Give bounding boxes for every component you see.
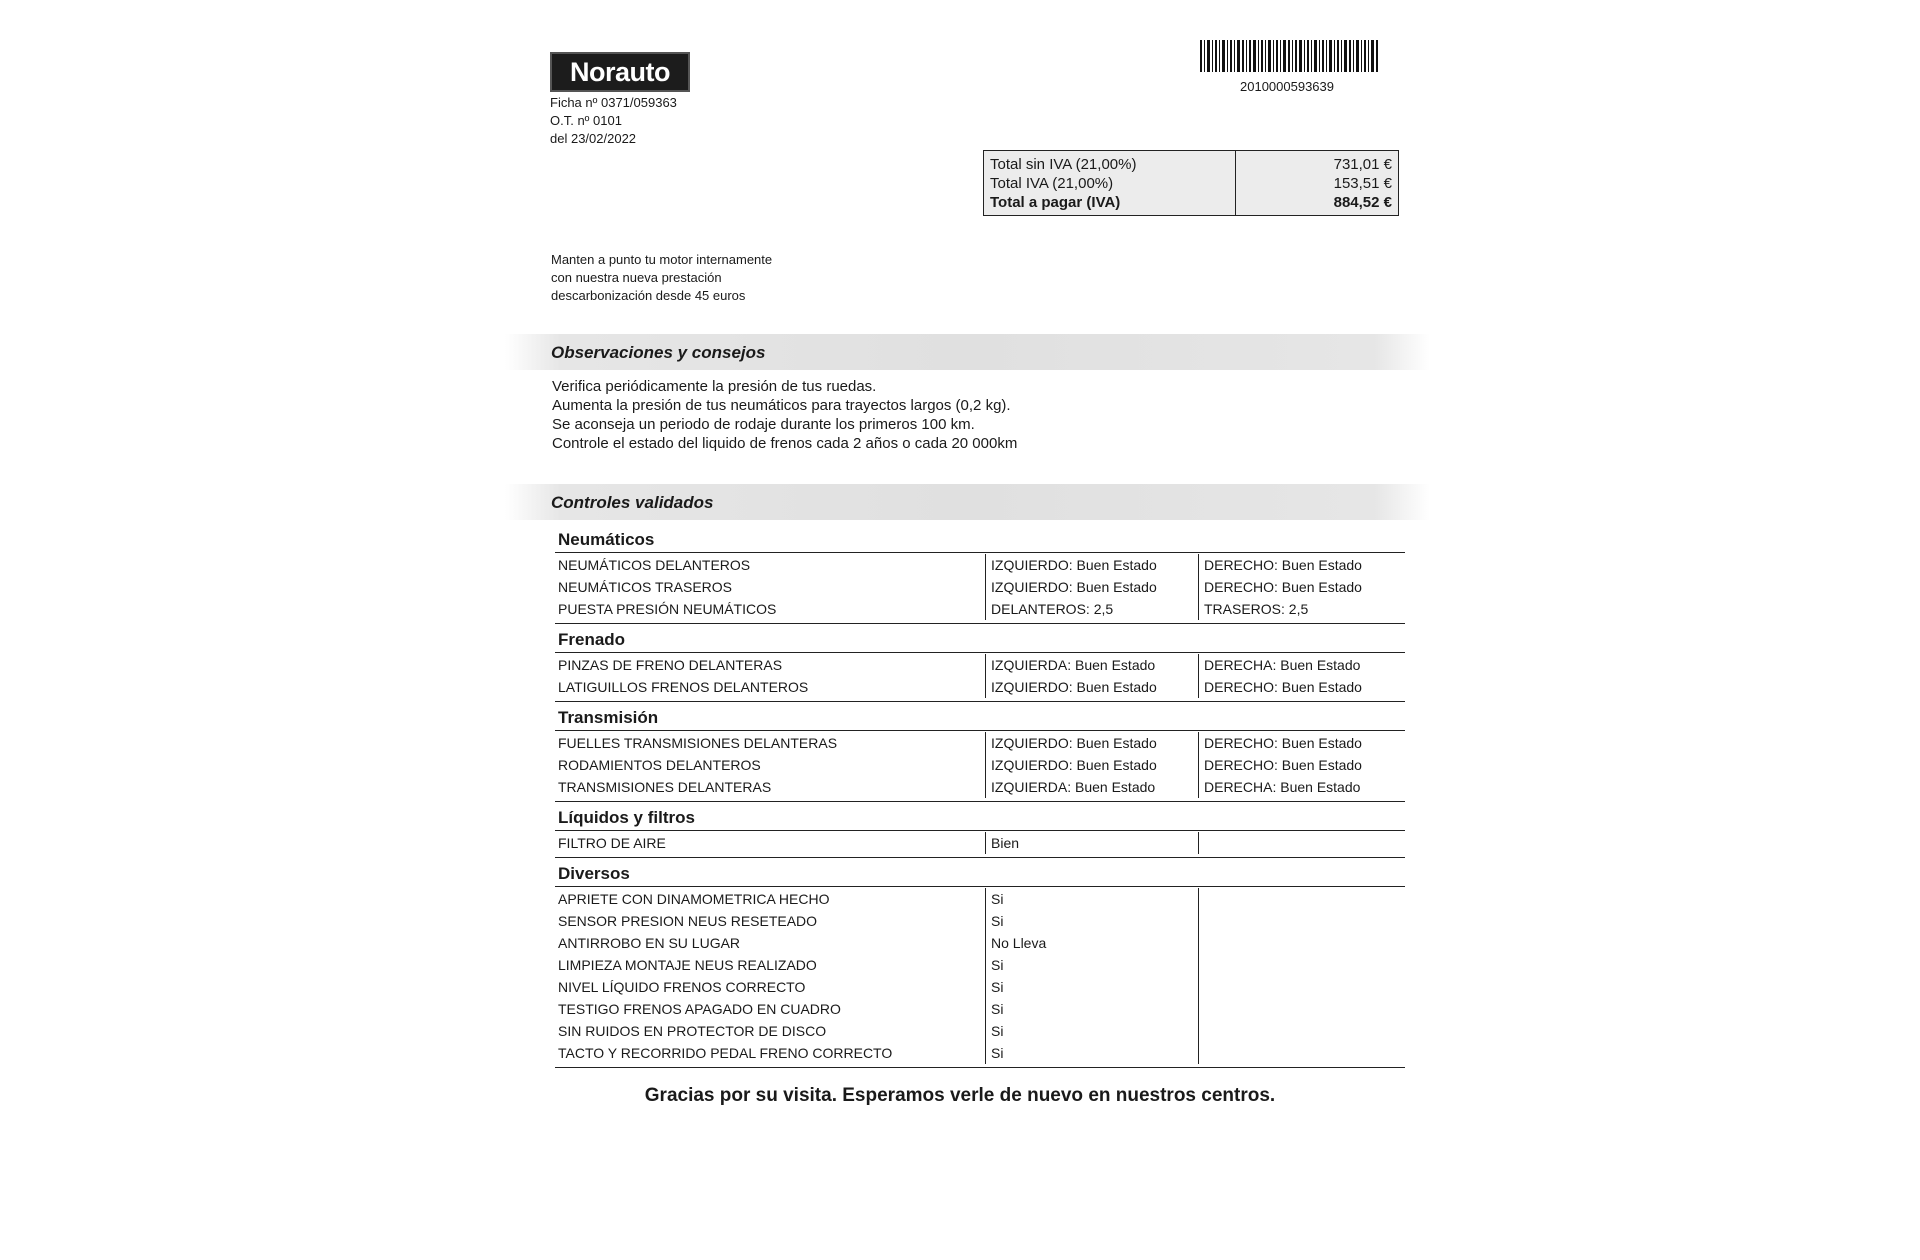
control-result-right xyxy=(1198,888,1405,910)
control-result-left: Bien xyxy=(985,832,1198,854)
control-result-left: DELANTEROS: 2,5 xyxy=(985,598,1198,620)
control-result-right xyxy=(1198,832,1405,854)
control-result-right: DERECHA: Buen Estado xyxy=(1198,654,1405,676)
table-row xyxy=(555,676,1405,698)
section-title: Líquidos y filtros xyxy=(558,808,695,827)
ot-number: O.T. nº 0101 xyxy=(550,113,622,128)
control-item: NEUMÁTICOS TRASEROS xyxy=(558,579,732,595)
control-result-left: IZQUIERDO: Buen Estado xyxy=(985,754,1198,776)
document-info xyxy=(550,94,677,148)
control-result-right xyxy=(1198,1042,1405,1064)
control-result-right: DERECHO: Buen Estado xyxy=(1198,576,1405,598)
control-item: APRIETE CON DINAMOMETRICA HECHO xyxy=(558,891,830,907)
table-row xyxy=(555,776,1405,798)
table-row xyxy=(555,954,1405,976)
table-row xyxy=(555,888,1405,910)
control-result-left: IZQUIERDO: Buen Estado xyxy=(985,554,1198,576)
control-result-left: Si xyxy=(985,998,1198,1020)
promo-line: descarbonización desde 45 euros xyxy=(551,288,746,303)
control-result-left: Si xyxy=(985,1042,1198,1064)
table-row xyxy=(555,1042,1405,1064)
control-result-left: IZQUIERDA: Buen Estado xyxy=(985,654,1198,676)
control-item: ANTIRROBO EN SU LUGAR xyxy=(558,935,741,951)
table-row xyxy=(555,976,1405,998)
barcode-icon xyxy=(1200,40,1380,72)
table-row xyxy=(555,654,1405,676)
section-rows xyxy=(555,652,1405,702)
footer-message: Gracias por su visita. Esperamos verle de nuevo en nuestros centros. xyxy=(644,1085,1276,1106)
section-rows xyxy=(555,830,1405,858)
control-item: LIMPIEZA MONTAJE NEUS REALIZADO xyxy=(558,957,817,973)
total-a-pagar-label: Total a pagar (IVA) xyxy=(990,194,1121,211)
control-item: LATIGUILLOS FRENOS DELANTEROS xyxy=(558,679,809,695)
control-result-right: DERECHO: Buen Estado xyxy=(1198,732,1405,754)
observacion-line: Controle el estado del liquido de frenos cada 2 años o cada 20 000km xyxy=(552,435,1018,452)
observaciones-text xyxy=(552,377,1017,453)
total-sin-iva-label: Total sin IVA (21,00%) xyxy=(990,156,1137,173)
control-item: PUESTA PRESIÓN NEUMÁTICOS xyxy=(558,601,777,617)
control-result-right xyxy=(1198,910,1405,932)
control-result-right: DERECHO: Buen Estado xyxy=(1198,554,1405,576)
control-item: RODAMIENTOS DELANTEROS xyxy=(558,757,761,773)
control-result-right xyxy=(1198,998,1405,1020)
observacion-line: Aumenta la presión de tus neumáticos para trayectos largos (0,2 kg). xyxy=(552,397,1011,414)
control-item: SENSOR PRESION NEUS RESETEADO xyxy=(558,913,818,929)
table-row xyxy=(555,554,1405,576)
controles-banner xyxy=(505,484,1430,520)
control-result-right xyxy=(1198,954,1405,976)
total-a-pagar-value: 884,52 € xyxy=(1333,194,1392,211)
control-result-left: IZQUIERDO: Buen Estado xyxy=(985,576,1198,598)
table-row xyxy=(555,832,1405,854)
control-result-left: IZQUIERDO: Buen Estado xyxy=(985,676,1198,698)
table-row xyxy=(555,576,1405,598)
promo-line: con nuestra nueva prestación xyxy=(551,270,722,285)
control-item: NEUMÁTICOS DELANTEROS xyxy=(558,557,751,573)
control-result-left: Si xyxy=(985,910,1198,932)
table-row xyxy=(555,1020,1405,1042)
observaciones-title: Observaciones y consejos xyxy=(551,343,766,362)
control-item: FUELLES TRANSMISIONES DELANTERAS xyxy=(558,735,838,751)
controles-title: Controles validados xyxy=(551,493,714,512)
control-result-left: Si xyxy=(985,976,1198,998)
control-result-right xyxy=(1198,976,1405,998)
control-result-right xyxy=(1198,932,1405,954)
observacion-line: Verifica periódicamente la presión de tus ruedas. xyxy=(552,378,877,395)
controles-table xyxy=(555,528,1405,1072)
control-result-left: Si xyxy=(985,888,1198,910)
control-result-right: DERECHO: Buen Estado xyxy=(1198,676,1405,698)
observacion-line: Se aconseja un periodo de rodaje durante los primeros 100 km. xyxy=(552,416,975,433)
ficha-number: Ficha nº 0371/059363 xyxy=(550,95,677,110)
table-row xyxy=(555,932,1405,954)
control-item: TACTO Y RECORRIDO PEDAL FRENO CORRECTO xyxy=(558,1045,893,1061)
control-item: FILTRO DE AIRE xyxy=(558,835,666,851)
control-item: NIVEL LÍQUIDO FRENOS CORRECTO xyxy=(558,979,806,995)
control-result-left: Si xyxy=(985,1020,1198,1042)
control-result-left: IZQUIERDO: Buen Estado xyxy=(985,732,1198,754)
control-item: SIN RUIDOS EN PROTECTOR DE DISCO xyxy=(558,1023,827,1039)
promo-line: Manten a punto tu motor internamente xyxy=(551,252,773,267)
table-row xyxy=(555,910,1405,932)
section-title: Neumáticos xyxy=(558,530,655,549)
document-date: del 23/02/2022 xyxy=(550,131,637,146)
table-row xyxy=(555,754,1405,776)
control-result-right: DERECHO: Buen Estado xyxy=(1198,754,1405,776)
control-result-right xyxy=(1198,1020,1405,1042)
totals-box xyxy=(983,150,1399,216)
control-item: TESTIGO FRENOS APAGADO EN CUADRO xyxy=(558,1001,841,1017)
section-title: Transmisión xyxy=(558,708,659,727)
control-item: PINZAS DE FRENO DELANTERAS xyxy=(558,657,783,673)
total-iva-label: Total IVA (21,00%) xyxy=(990,175,1114,192)
control-result-left: IZQUIERDA: Buen Estado xyxy=(985,776,1198,798)
section-rows xyxy=(555,886,1405,1068)
totals-values xyxy=(1236,151,1398,215)
table-row xyxy=(555,598,1405,620)
table-row xyxy=(555,998,1405,1020)
totals-labels xyxy=(984,151,1236,215)
observaciones-banner xyxy=(505,334,1430,370)
total-iva-value: 153,51 € xyxy=(1333,175,1392,192)
table-row xyxy=(555,732,1405,754)
section-rows xyxy=(555,552,1405,624)
section-title: Frenado xyxy=(558,630,626,649)
control-result-right: DERECHA: Buen Estado xyxy=(1198,776,1405,798)
control-result-left: No Lleva xyxy=(985,932,1198,954)
section-rows xyxy=(555,730,1405,802)
norauto-logo: Norauto xyxy=(550,52,690,92)
control-result-right: TRASEROS: 2,5 xyxy=(1198,598,1405,620)
total-sin-iva-value: 731,01 € xyxy=(1333,156,1392,173)
section-title: Diversos xyxy=(558,864,630,883)
control-item: TRANSMISIONES DELANTERAS xyxy=(558,779,772,795)
control-result-left: Si xyxy=(985,954,1198,976)
promo-text xyxy=(551,251,772,305)
barcode-number: 2010000593639 xyxy=(1240,79,1334,94)
